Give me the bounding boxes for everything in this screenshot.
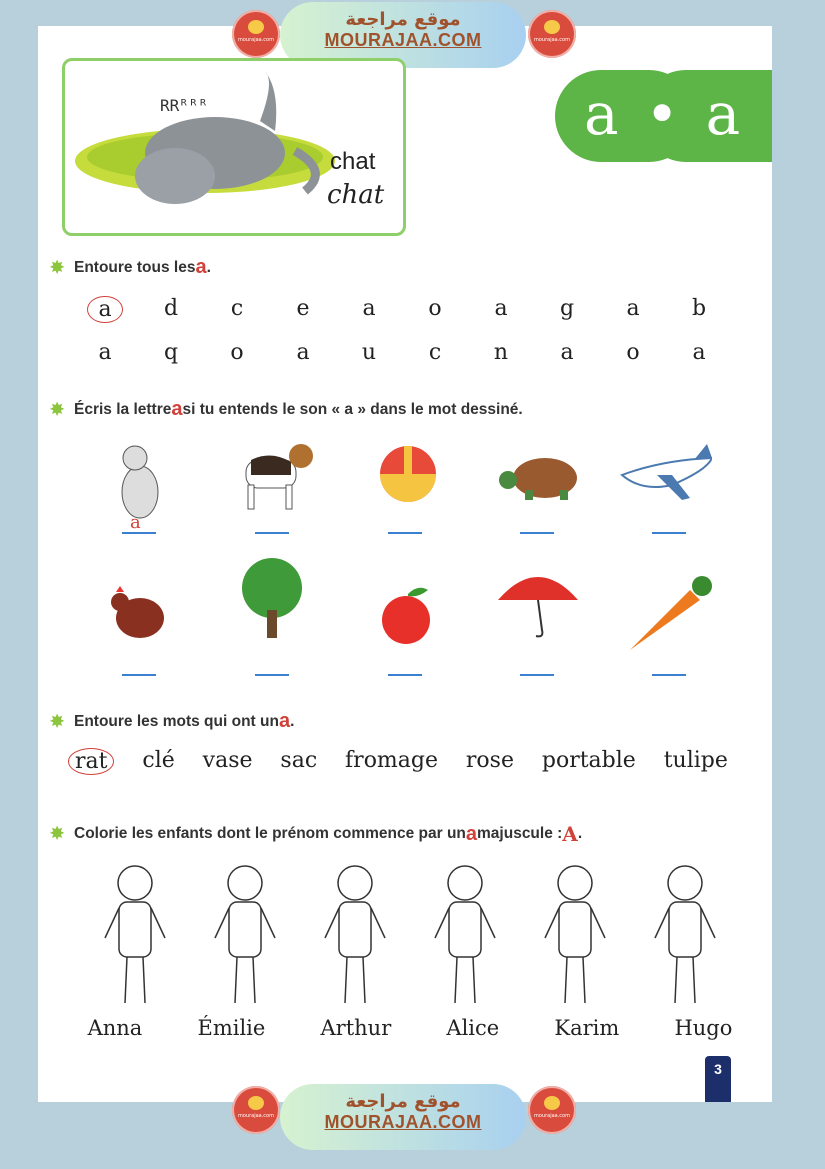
answer-a: a — [130, 512, 141, 533]
banner-arabic: موقع مراجعة — [345, 1091, 461, 1112]
word-item[interactable]: portable — [541, 748, 636, 773]
word-list — [68, 748, 728, 775]
bottom-banner[interactable] — [280, 1084, 526, 1150]
dog-image — [226, 430, 326, 520]
letter-item[interactable]: u — [361, 340, 377, 365]
letter-item[interactable]: a — [72, 296, 138, 323]
letter-item[interactable]: o — [230, 340, 244, 365]
letter-item[interactable]: a — [362, 296, 376, 321]
ball-image — [358, 430, 458, 520]
answer-line[interactable] — [520, 674, 554, 676]
child-drawing[interactable] — [315, 858, 395, 1008]
flower-bullet-icon: ✸ — [50, 257, 65, 277]
answer-line[interactable] — [652, 674, 686, 676]
answer-line[interactable] — [520, 532, 554, 534]
word-item[interactable]: vase — [202, 748, 253, 773]
letter-item[interactable]: a — [692, 340, 706, 365]
letter-item[interactable]: c — [230, 296, 244, 321]
banner-site-link[interactable]: MOURAJAA.COM — [324, 30, 482, 50]
child-names — [60, 1016, 760, 1040]
child-name: Arthur — [320, 1016, 392, 1040]
child-name: Anna — [87, 1016, 143, 1040]
letter-item[interactable]: a — [98, 340, 112, 365]
word-item[interactable]: tulipe — [663, 748, 728, 773]
snore-text: RRᴿᴿᴿ — [160, 96, 209, 115]
flower-bullet-icon: ✸ — [50, 711, 65, 731]
answer-line[interactable] — [388, 532, 422, 534]
logo-right-bottom: mourajaa.com — [528, 1086, 576, 1134]
plane-image — [612, 430, 712, 520]
word-item[interactable]: sac — [280, 748, 318, 773]
answer-line[interactable] — [255, 532, 289, 534]
word-chat-cursive: chat — [327, 180, 385, 210]
child-drawing[interactable] — [95, 858, 175, 1008]
letter-item[interactable]: q — [163, 340, 179, 365]
letter-item[interactable]: o — [428, 296, 442, 321]
instruction-2: ✸ Écris la lettre a si tu entends le son « a » dans le mot dessiné. — [50, 398, 523, 420]
letter-item[interactable]: g — [559, 296, 575, 321]
child-drawing[interactable] — [205, 858, 285, 1008]
logo-left-bottom: mourajaa.com — [232, 1086, 280, 1134]
banner-arabic: موقع مراجعة — [345, 9, 461, 30]
letter-item[interactable]: o — [626, 340, 640, 365]
letter-item[interactable]: e — [296, 296, 310, 321]
letter-item[interactable]: a — [560, 340, 574, 365]
answer-line[interactable] — [388, 674, 422, 676]
child-name: Alice — [446, 1016, 500, 1040]
page-number: 3 — [705, 1056, 731, 1102]
child-name: Hugo — [674, 1016, 733, 1040]
letter-item[interactable]: a — [296, 340, 310, 365]
word-chat-print: chat — [330, 148, 376, 175]
letter-item[interactable]: d — [163, 296, 179, 321]
hen-image — [90, 570, 190, 660]
tree-image — [222, 548, 322, 638]
flower-bullet-icon: ✸ — [50, 399, 65, 419]
child-name: Émilie — [197, 1016, 266, 1040]
instruction-4: ✸ Colorie les enfants dont le prénom commence par un a majuscule : A . — [50, 822, 583, 846]
instruction-1: ✸ Entoure tous les a . — [50, 256, 211, 278]
logo-right-top: mourajaa.com — [528, 10, 576, 58]
apple-image — [358, 570, 458, 660]
carrot-image — [620, 570, 720, 660]
child-drawing[interactable] — [645, 858, 725, 1008]
word-item[interactable]: clé — [142, 748, 175, 773]
child-name: Karim — [554, 1016, 620, 1040]
answer-line[interactable] — [652, 532, 686, 534]
umbrella-image — [490, 560, 590, 650]
letter-item[interactable]: a — [626, 296, 640, 321]
letter-item[interactable]: c — [428, 340, 442, 365]
answer-line[interactable] — [255, 674, 289, 676]
letter-header: a • a — [584, 80, 745, 148]
turtle-image — [490, 430, 590, 520]
letters-row-2 — [72, 340, 732, 365]
letter-item[interactable]: n — [493, 340, 509, 365]
word-item[interactable]: rose — [465, 748, 514, 773]
logo-left-top: mourajaa.com — [232, 10, 280, 58]
flower-bullet-icon: ✸ — [50, 824, 65, 843]
word-item[interactable]: rat — [68, 748, 114, 775]
banner-site-link[interactable]: MOURAJAA.COM — [324, 1112, 482, 1132]
letters-row-1 — [72, 296, 732, 323]
letter-item[interactable]: a — [494, 296, 508, 321]
answer-line[interactable] — [122, 674, 156, 676]
instruction-3: ✸ Entoure les mots qui ont un a . — [50, 710, 295, 732]
child-drawing[interactable] — [535, 858, 615, 1008]
word-item[interactable]: fromage — [345, 748, 439, 773]
child-drawing[interactable] — [425, 858, 505, 1008]
letter-item[interactable]: b — [691, 296, 707, 321]
cat-image — [90, 430, 190, 520]
